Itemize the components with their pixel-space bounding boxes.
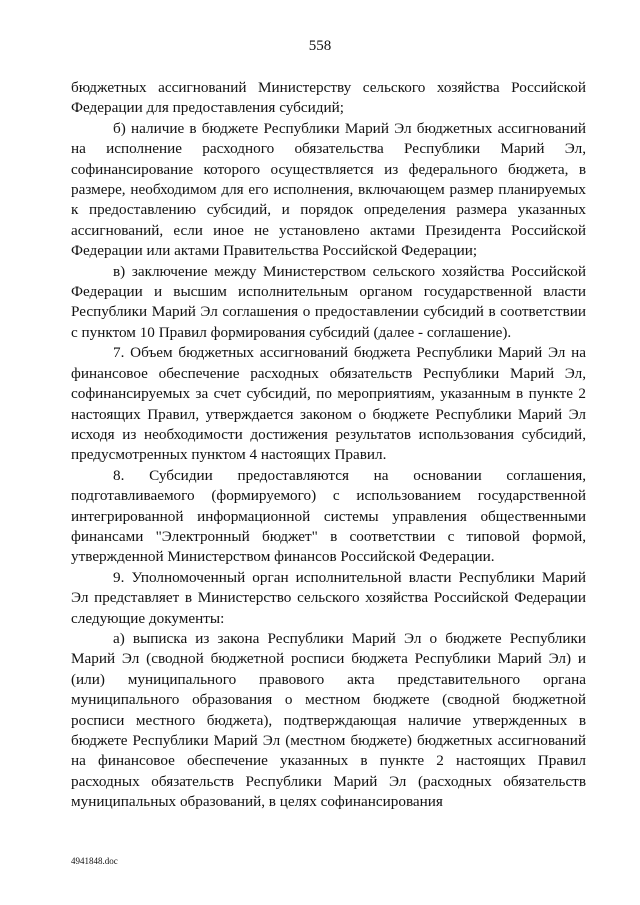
page-number: 558 [308,38,332,54]
paragraph-point-8: 8. Субсидии предоставляются на основании соглашения, подготавливаемого (формируемого) с использованием государственной интегрированной информационной системы управления общественными финансами "Электронный бюджет" в соответствии с типовой формой, утвержденной Министерством финансов Российской Федерации. [71,466,586,566]
footer-file-name: 4941848.doc [71,856,118,866]
document-body [71,78,586,813]
paragraph-item-b: б) наличие в бюджете Республики Марий Эл бюджетных ассигнований на исполнение расходного обязательства Республики Марий Эл, софинансирование которого осуществляется из федерального бюджета, в размере, необходимом для его исполнения, включающем размер планируемых к предоставлению субсидий, и порядок определения размера указанных ассигнований, если иное не установлено актами Президента Российской Федерации или актами Правительства Российской Федерации; [71,119,586,260]
paragraph-point-9: 9. Уполномоченный орган исполнительной власти Республики Марий Эл представляет в Министерство сельского хозяйства Российской Федерации следующие документы: [71,568,586,627]
paragraph-continuation: бюджетных ассигнований Министерству сельского хозяйства Российской Федерации для предоставления субсидий; [71,79,586,117]
paragraph-item-a: а) выписка из закона Республики Марий Эл о бюджете Республики Марий Эл (сводной бюджетной росписи бюджета Республики Марий Эл) и (или) муниципального правового акта представительного органа муниципального образования о местном бюджете (сводной бюджетной росписи местного бюджета), подтверждающая наличие утвержденных в бюджете Республики Марий Эл (местном бюджете) бюджетных ассигнований на финансовое обеспечение указанных в пункте 2 настоящих Правил расходных обязательств Республики Марий Эл (расходных обязательств муниципальных образований, в целях софинансирования [71,629,586,811]
paragraph-item-v: в) заключение между Министерством сельского хозяйства Российской Федерации и высшим исполнительным органом государственной власти Республики Марий Эл соглашения о предоставлении субсидий в соответствии с пунктом 10 Правил формирования субсидий (далее - соглашение). [71,262,586,341]
paragraph-point-7: 7. Объем бюджетных ассигнований бюджета Республики Марий Эл на финансовое обеспечение расходных обязательств Республики Марий Эл, софинансируемых за счет субсидий, по мероприятиям, указанным в пункте 2 настоящих Правил, утверждается законом о бюджете Республики Марий Эл исходя из необходимости достижения результатов использования субсидий, предусмотренных пунктом 4 настоящих Правил. [71,344,586,464]
